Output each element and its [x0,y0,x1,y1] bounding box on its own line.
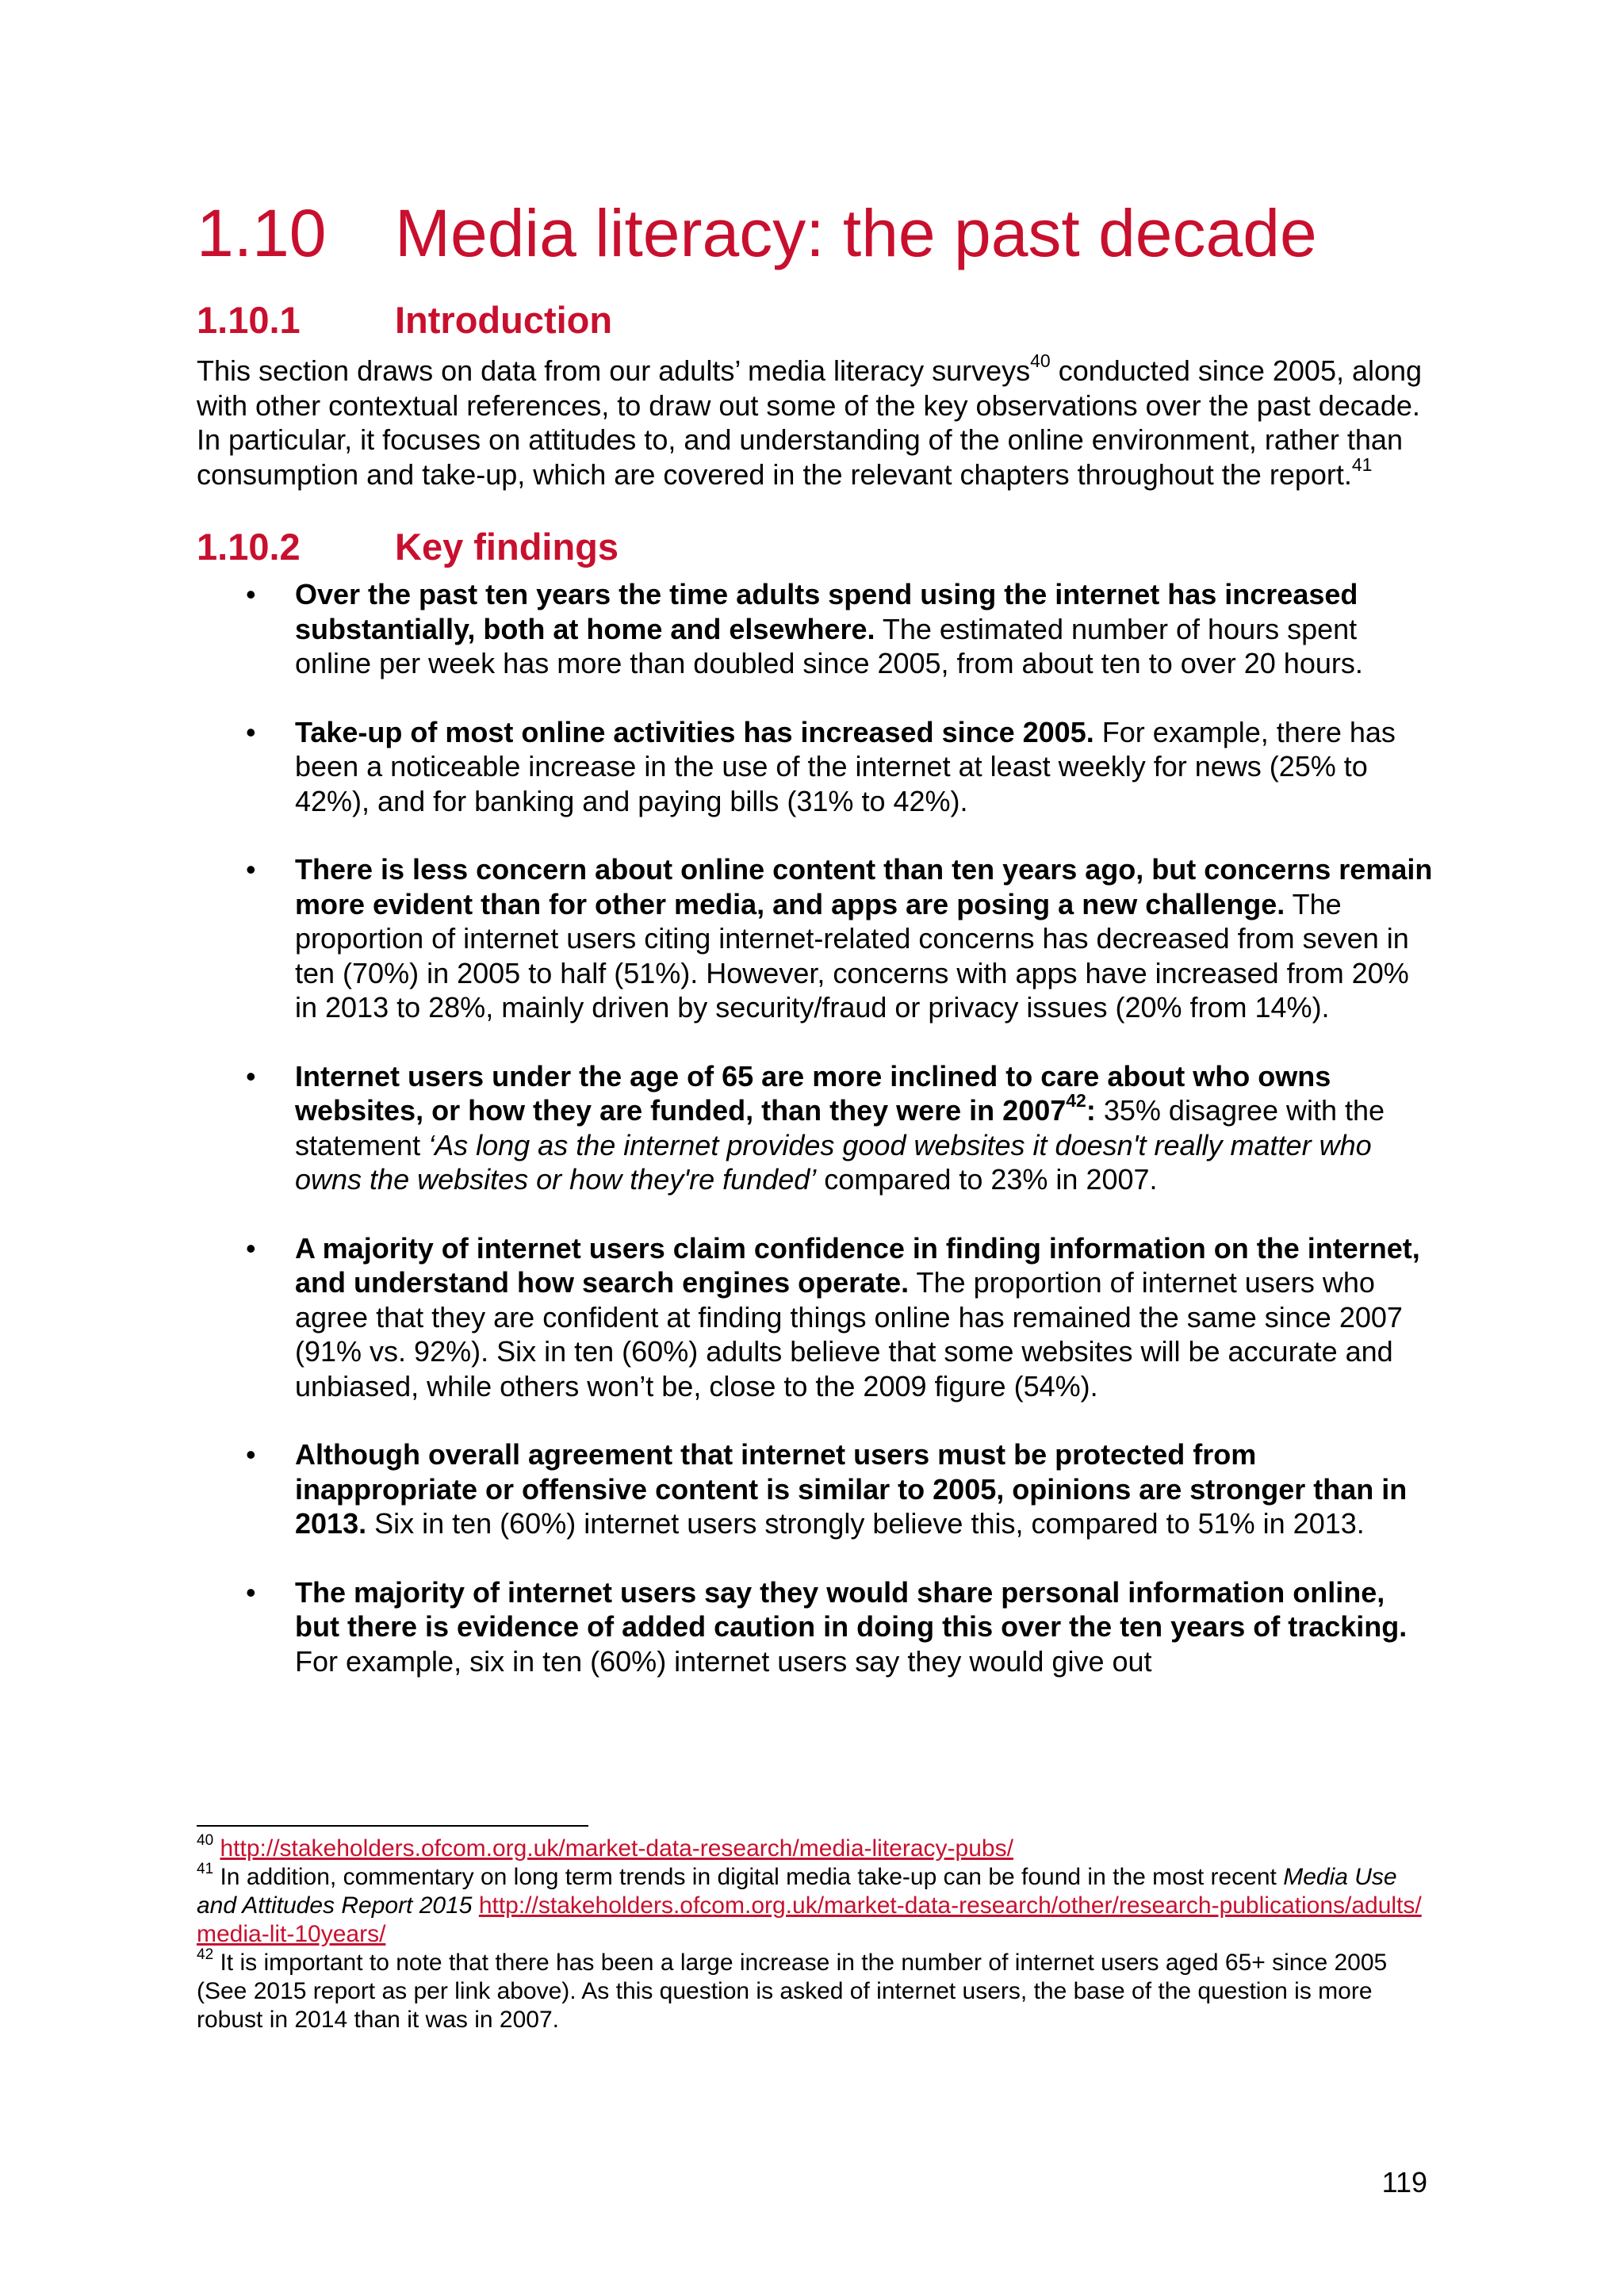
footnotes [197,1825,1434,2034]
footnote-ref-42[interactable]: 42 [1066,1090,1086,1111]
footnote-number: 42 [197,1946,214,1963]
footnote-42 [197,1946,1434,2034]
finding-quote: ‘As long as the internet provides good websites it doesn't really matter who owns the websites or how they're funded’ [295,1128,1372,1196]
list-item [197,1575,1434,1679]
footnote-ref-40[interactable]: 40 [1030,350,1051,371]
footnote-40 [197,1832,1434,1863]
finding-text: 35% disagree with the statement [295,1094,1385,1161]
finding-bold: There is less concern about online content than ten years ago, but concerns remain more evident than for other media, and apps are posing a new challenge. [295,853,1433,920]
intro-heading [197,297,1434,344]
bullet-icon: • [246,715,256,748]
finding-text: The proportion of internet users who agree that they are confident at finding things online has remained the same since 2007 (91% vs. 92%). Six in ten (60%) adults believe that some websites will be accurate and unbiased, while others won’t be, close to the 2009 figure (54%). [295,1266,1403,1402]
footnote-41 [197,1863,1434,1949]
key-findings-heading-text: Key findings [395,526,619,568]
bullet-icon: • [246,1059,256,1093]
finding-bold: Although overall agreement that internet users must be protected from inappropriate or offensive content is similar to 2005, opinions are stronger than in 2013. [295,1438,1408,1540]
finding-bold: Take-up of most online activities has increased since 2005. [295,715,1094,748]
footnote-ref-41[interactable]: 41 [1351,453,1373,475]
bullet-icon: • [246,1575,256,1609]
section-title-text: Media literacy: the past decade [395,196,1317,270]
footnote-link[interactable]: http://stakeholders.ofcom.org.uk/market-data-research/other/research-publications/adults/media-lit-10years/ [197,1892,1422,1947]
footnote-report-title: Media Use and Attitudes Report 2015 [197,1864,1397,1919]
bullet-icon: • [246,1231,256,1265]
finding-bold: A majority of internet users claim confidence in finding information on the internet, and understand how search engines operate. [295,1231,1420,1299]
list-item [197,1059,1434,1197]
footnote-text: It is important to note that there has been a large increase in the number of internet users aged 65+ since 2005 (See 2015 report as per link above). As this question is asked of internet users, the base of the question is more robust in 2014 than it was in 2007. [197,1950,1388,2033]
list-item [197,1231,1434,1404]
finding-bold: The majority of internet users say they would share personal information online, but there is evidence of added caution in doing this over the ten years of tracking. [295,1575,1408,1643]
intro-text-b: conducted since 2005, along with other contextual references, to draw out some of the key observations over the past decade. In particular, it focuses on attitudes to, and understanding of the online environment, rather than consumption and take-up, which are covered in the relevant chapters throughout the report. [197,354,1423,491]
section-title [197,190,1434,276]
key-findings-heading [197,523,1434,571]
finding-bold: Over the past ten years the time adults spend using the internet has increased substantially, both at home and elsewhere. [295,578,1358,645]
footnote-link[interactable]: http://stakeholders.ofcom.org.uk/market-data-research/media-literacy-pubs/ [220,1835,1013,1862]
finding-text: For example, six in ten (60%) internet users say they would give out [295,1644,1152,1678]
intro-paragraph [197,350,1434,492]
list-item [197,852,1434,1025]
footnote-text: In addition, commentary on long term trends in digital media take-up can be found in the most recent [213,1864,1284,1890]
list-item [197,1437,1434,1541]
list-item [197,577,1434,681]
intro-heading-text: Introduction [395,299,613,341]
intro-text-a: This section draws on data from our adults’ media literacy surveys [197,354,1031,387]
finding-text: The proportion of internet users citing internet-related concerns has decreased from seven in ten (70%) in 2005 to half (51%). However, concerns with apps have increased from 20% in 2013 to 28%, mainly driven by security/fraud or privacy issues (20% from 14%). [295,887,1409,1024]
main-content [197,190,1434,1678]
footnote-divider [197,1825,588,1827]
section-number: 1.10 [197,196,327,270]
finding-text-after: compared to 23% in 2007. [816,1163,1158,1196]
finding-text: For example, there has been a noticeable increase in the use of the internet at least weekly for news (25% to 42%), and for banking and paying bills (31% to 42%). [295,715,1396,817]
footnote-number: 41 [197,1861,214,1877]
bullet-icon: • [246,853,256,886]
bullet-icon: • [246,578,256,610]
bullet-icon: • [246,1438,256,1471]
page-number: 119 [1381,2166,1427,2198]
intro-number: 1.10.1 [197,299,301,341]
finding-bold: Internet users under the age of 65 are more inclined to care about who owns websites, or how they are funded, than they were in 2007 [295,1059,1331,1127]
key-findings-number: 1.10.2 [197,526,301,568]
finding-text: Six in ten (60%) internet users strongly believe this, compared to 51% in 2013. [366,1507,1365,1540]
key-findings-list [197,577,1434,1678]
list-item [197,715,1434,819]
finding-text: The estimated number of hours spent online per week has more than doubled since 2005, from about ten to over 20 hours. [295,612,1363,679]
footnote-number: 40 [197,1832,214,1849]
finding-bold-tail: : [1086,1094,1096,1127]
